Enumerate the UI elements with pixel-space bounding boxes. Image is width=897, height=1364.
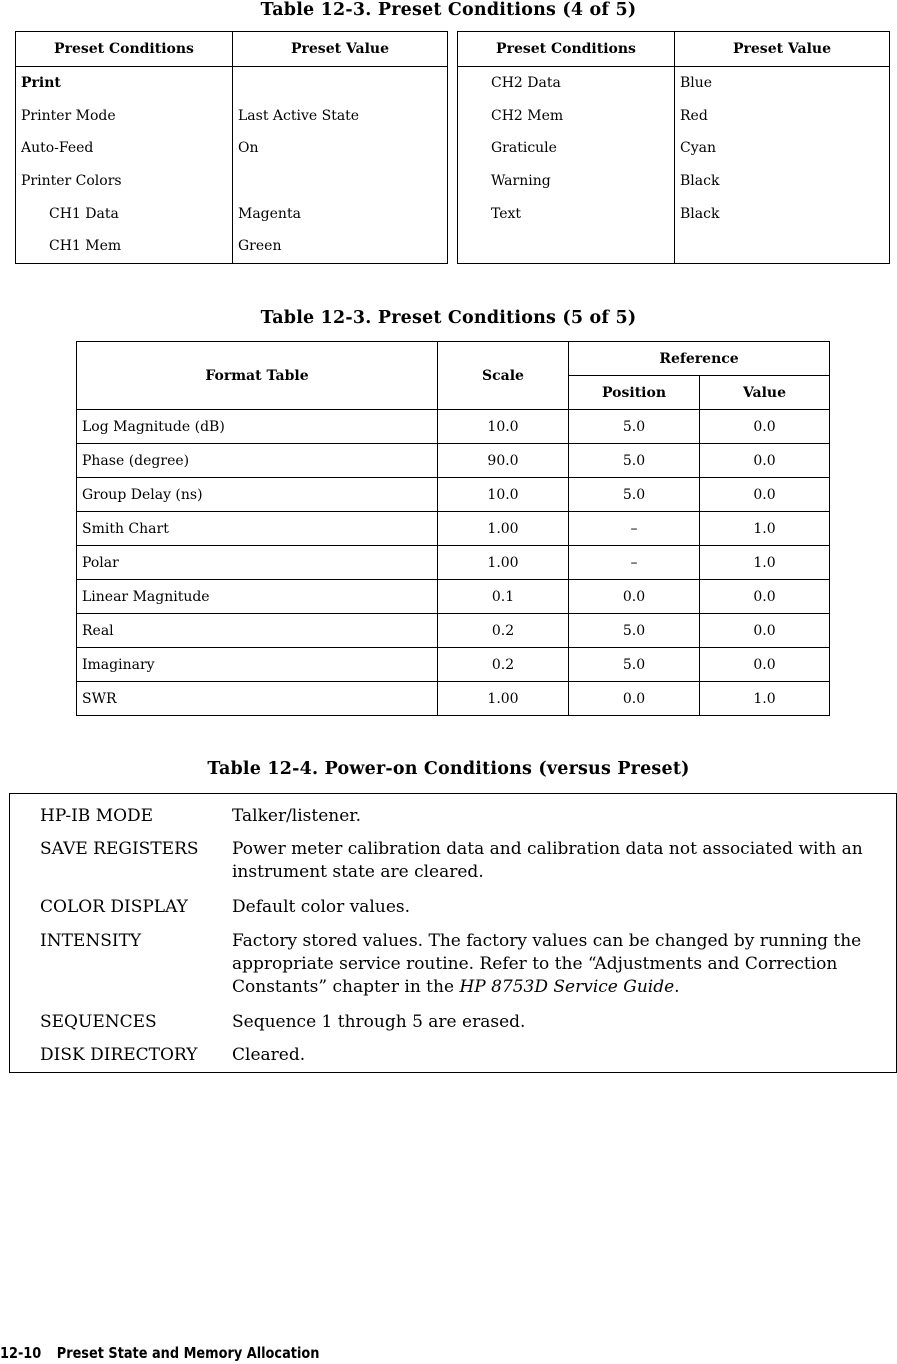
condition-cell: Auto-Feed bbox=[16, 132, 233, 165]
table-row bbox=[458, 197, 890, 230]
condition-key: SAVE REGISTERS bbox=[40, 839, 199, 859]
position-cell: 0.0 bbox=[569, 682, 700, 716]
scale-cell: 1.00 bbox=[438, 512, 569, 546]
scale-cell: 0.2 bbox=[438, 648, 569, 682]
value-cell: 0.0 bbox=[700, 478, 830, 512]
table-row bbox=[77, 682, 830, 716]
condition-key: DISK DIRECTORY bbox=[40, 1045, 198, 1065]
table-row bbox=[16, 197, 448, 230]
condition-key: HP-IB MODE bbox=[40, 806, 154, 826]
service-guide-title: HP 8753D Service Guide bbox=[459, 977, 675, 997]
position-cell: 5.0 bbox=[569, 478, 700, 512]
table-row bbox=[458, 132, 890, 165]
value-cell: Cyan bbox=[680, 140, 716, 157]
header-preset-value: Preset Value bbox=[675, 32, 890, 67]
format-cell: Log Magnitude (dB) bbox=[77, 410, 438, 444]
table-row bbox=[77, 512, 830, 546]
value-cell: Last Active State bbox=[238, 107, 360, 124]
position-cell: 5.0 bbox=[569, 648, 700, 682]
value-cell: Blue bbox=[680, 75, 713, 92]
header-format-table: Format Table bbox=[77, 342, 438, 410]
position-cell: 5.0 bbox=[569, 444, 700, 478]
table-row bbox=[77, 478, 830, 512]
value-cell: 1.0 bbox=[700, 512, 830, 546]
scale-cell: 1.00 bbox=[438, 546, 569, 580]
scale-cell: 1.00 bbox=[438, 682, 569, 716]
format-cell: Linear Magnitude bbox=[77, 580, 438, 614]
value-cell bbox=[233, 165, 448, 198]
format-cell: SWR bbox=[77, 682, 438, 716]
condition-cell: CH2 Mem bbox=[458, 100, 675, 133]
position-cell: – bbox=[569, 546, 700, 580]
condition-cell: CH1 Mem bbox=[16, 230, 233, 263]
preset-table-left bbox=[15, 31, 448, 264]
table-row bbox=[77, 546, 830, 580]
condition-key: INTENSITY bbox=[40, 931, 142, 951]
table-row bbox=[16, 230, 448, 263]
value-cell: 0.0 bbox=[700, 444, 830, 478]
table-12-3-part5-caption: Table 12-3. Preset Conditions (5 of 5) bbox=[260, 308, 637, 328]
format-cell: Polar bbox=[77, 546, 438, 580]
value-cell: 1.0 bbox=[700, 682, 830, 716]
table-row bbox=[458, 165, 890, 198]
condition-value-end: . bbox=[674, 977, 680, 997]
condition-cell: Printer Colors bbox=[16, 165, 233, 198]
header-position: Position bbox=[569, 376, 700, 410]
condition-value: Cleared. bbox=[232, 1045, 306, 1065]
header-value: Value bbox=[700, 376, 830, 410]
condition-value: Default color values. bbox=[232, 897, 411, 917]
value-cell: 0.0 bbox=[700, 614, 830, 648]
value-cell: 0.0 bbox=[700, 648, 830, 682]
value-cell: 1.0 bbox=[700, 546, 830, 580]
format-cell: Group Delay (ns) bbox=[77, 478, 438, 512]
power-on-conditions-box bbox=[9, 793, 897, 1073]
table-row bbox=[16, 67, 448, 100]
preset-table-right bbox=[457, 31, 890, 264]
table-row bbox=[458, 230, 890, 263]
table-row bbox=[77, 410, 830, 444]
format-cell: Imaginary bbox=[77, 648, 438, 682]
header-preset-conditions: Preset Conditions bbox=[16, 32, 233, 67]
condition-value: Power meter calibration data and calibration data not associated with an instrument state are cleared. bbox=[232, 839, 863, 882]
format-cell: Phase (degree) bbox=[77, 444, 438, 478]
condition-cell: CH1 Data bbox=[16, 197, 233, 230]
position-cell: – bbox=[569, 512, 700, 546]
position-cell: 5.0 bbox=[569, 410, 700, 444]
position-cell: 0.0 bbox=[569, 580, 700, 614]
header-preset-conditions: Preset Conditions bbox=[458, 32, 675, 67]
condition-cell: Graticule bbox=[458, 132, 675, 165]
condition-key: SEQUENCES bbox=[40, 1012, 157, 1032]
header-reference: Reference bbox=[569, 342, 830, 376]
value-cell: Green bbox=[238, 238, 282, 255]
table-row bbox=[458, 100, 890, 133]
header-preset-value: Preset Value bbox=[233, 32, 448, 67]
condition-cell: Text bbox=[458, 197, 675, 230]
condition-key: COLOR DISPLAY bbox=[40, 897, 188, 917]
condition-value: Sequence 1 through 5 are erased. bbox=[232, 1012, 526, 1032]
value-cell bbox=[233, 67, 448, 100]
table-row bbox=[16, 165, 448, 198]
table-row bbox=[16, 100, 448, 133]
table-row bbox=[77, 580, 830, 614]
table-12-3-part4-caption: Table 12-3. Preset Conditions (4 of 5) bbox=[260, 0, 637, 20]
format-cell: Real bbox=[77, 614, 438, 648]
section-title: Preset State and Memory Allocation bbox=[56, 1344, 320, 1362]
value-cell: On bbox=[238, 140, 259, 157]
value-cell: Red bbox=[680, 107, 708, 124]
table-12-4-caption: Table 12-4. Power-on Conditions (versus Preset) bbox=[207, 759, 690, 779]
table-row bbox=[77, 614, 830, 648]
format-cell: Smith Chart bbox=[77, 512, 438, 546]
table-row bbox=[458, 67, 890, 100]
value-cell: Magenta bbox=[238, 205, 301, 222]
scale-cell: 0.1 bbox=[438, 580, 569, 614]
condition-cell: Warning bbox=[458, 165, 675, 198]
format-table bbox=[76, 341, 830, 716]
condition-cell bbox=[458, 230, 675, 263]
position-cell: 5.0 bbox=[569, 614, 700, 648]
table-row bbox=[77, 648, 830, 682]
page-number: 12-10 bbox=[0, 1344, 42, 1362]
condition-cell: Printer Mode bbox=[16, 100, 233, 133]
condition-value bbox=[232, 930, 892, 999]
page-footer bbox=[0, 1344, 319, 1362]
value-cell: 0.0 bbox=[700, 410, 830, 444]
header-scale: Scale bbox=[438, 342, 569, 410]
value-cell: Black bbox=[680, 173, 720, 190]
table-row bbox=[16, 132, 448, 165]
scale-cell: 10.0 bbox=[438, 410, 569, 444]
value-cell bbox=[675, 230, 890, 263]
condition-value-text: Factory stored values. The factory values can be changed by running the appropriate service routine. Refer to the “Adjustments and Correction Constants” chapter in the bbox=[232, 931, 862, 997]
scale-cell: 90.0 bbox=[438, 444, 569, 478]
condition-value: Talker/listener. bbox=[232, 806, 361, 826]
scale-cell: 10.0 bbox=[438, 478, 569, 512]
scale-cell: 0.2 bbox=[438, 614, 569, 648]
condition-cell: Print bbox=[16, 67, 233, 100]
condition-cell: CH2 Data bbox=[458, 67, 675, 100]
value-cell: 0.0 bbox=[700, 580, 830, 614]
table-row bbox=[77, 444, 830, 478]
value-cell: Black bbox=[680, 205, 720, 222]
